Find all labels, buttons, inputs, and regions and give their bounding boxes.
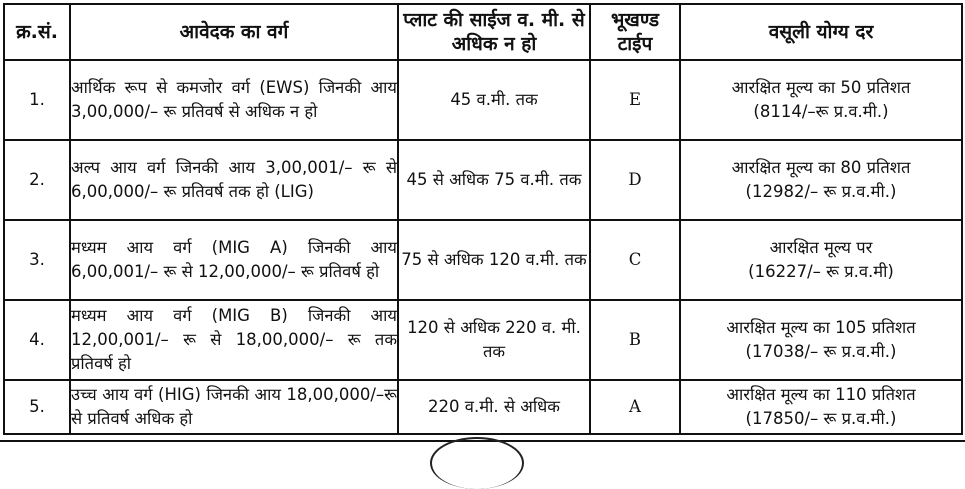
- row-plot-size: 75 से अधिक 120 व.मी. तक: [398, 220, 590, 300]
- row-category: उच्च आय वर्ग (HIG) जिनकी आय 18,00,000/–रू से प्रतिवर्ष अधिक हो: [70, 380, 398, 434]
- row-plot-type: E: [590, 60, 680, 140]
- plot-rate-table: [3, 3, 963, 435]
- row-plot-size: 45 से अधिक 75 व.मी. तक: [398, 140, 590, 220]
- table-row: [4, 60, 962, 140]
- row-rate: [680, 140, 962, 220]
- header-plot-type: भूखण्ड टाईप: [590, 4, 680, 60]
- header-row: [4, 4, 962, 60]
- row-rate: [680, 300, 962, 380]
- rate-text: आरक्षित मूल्य का 105 प्रतिशत: [726, 318, 916, 337]
- table-row: [4, 220, 962, 300]
- row-category: अल्प आय वर्ग जिनकी आय 3,00,001/– रू से 6,00,000/– रू प्रतिवर्ष तक हो (LIG): [70, 140, 398, 220]
- row-plot-size: 45 व.मी. तक: [398, 60, 590, 140]
- row-rate: [680, 380, 962, 434]
- rate-text: आरक्षित मूल्य का 110 प्रतिशत: [726, 385, 916, 404]
- rate-text: आरक्षित मूल्य का 50 प्रतिशत: [731, 78, 911, 97]
- row-rate: [680, 60, 962, 140]
- rate-amount: (17850/– रू प्र.व.मी.): [745, 409, 897, 428]
- rate-amount: (8114/–रू प्र.व.मी.): [753, 102, 889, 121]
- row-sn: 1.: [4, 60, 70, 140]
- rate-amount: (12982/– रू प्र.व.मी.): [745, 182, 897, 201]
- row-plot-size: 220 व.मी. से अधिक: [398, 380, 590, 434]
- row-plot-type: A: [590, 380, 680, 434]
- row-plot-type: D: [590, 140, 680, 220]
- rate-text: आरक्षित मूल्य पर: [769, 238, 873, 257]
- row-category: मध्यम आय वर्ग (MIG B) जिनकी आय 12,00,001/– रू से 18,00,000/– रू तक प्रतिवर्ष हो: [70, 300, 398, 380]
- header-plot-size: प्लाट की साईज व. मी. से अधिक न हो: [398, 4, 590, 60]
- row-rate: [680, 220, 962, 300]
- row-sn: 4.: [4, 300, 70, 380]
- row-plot-size: 120 से अधिक 220 व. मी. तक: [398, 300, 590, 380]
- table-row: [4, 380, 962, 434]
- row-sn: 3.: [4, 220, 70, 300]
- rate-text: आरक्षित मूल्य का 80 प्रतिशत: [731, 158, 911, 177]
- rate-amount: (17038/– रू प्र.व.मी.): [745, 342, 897, 361]
- rate-amount: (16227/– रू प्र.व.मी): [748, 262, 894, 281]
- row-sn: 5.: [4, 380, 70, 434]
- row-plot-type: C: [590, 220, 680, 300]
- stamp-arc: [430, 437, 524, 489]
- header-category: आवेदक का वर्ग: [70, 4, 398, 60]
- row-plot-type: B: [590, 300, 680, 380]
- header-sn: क्र.सं.: [4, 4, 70, 60]
- table-row: [4, 300, 962, 380]
- row-category: आर्थिक रूप से कमजोर वर्ग (EWS) जिनकी आय 3,00,000/– रू प्रतिवर्ष से अधिक न हो: [70, 60, 398, 140]
- row-sn: 2.: [4, 140, 70, 220]
- header-rate: वसूली योग्य दर: [680, 4, 962, 60]
- table-row: [4, 140, 962, 220]
- row-category: मध्यम आय वर्ग (MIG A) जिनकी आय 6,00,001/– रू से 12,00,000/– रू प्रतिवर्ष हो: [70, 220, 398, 300]
